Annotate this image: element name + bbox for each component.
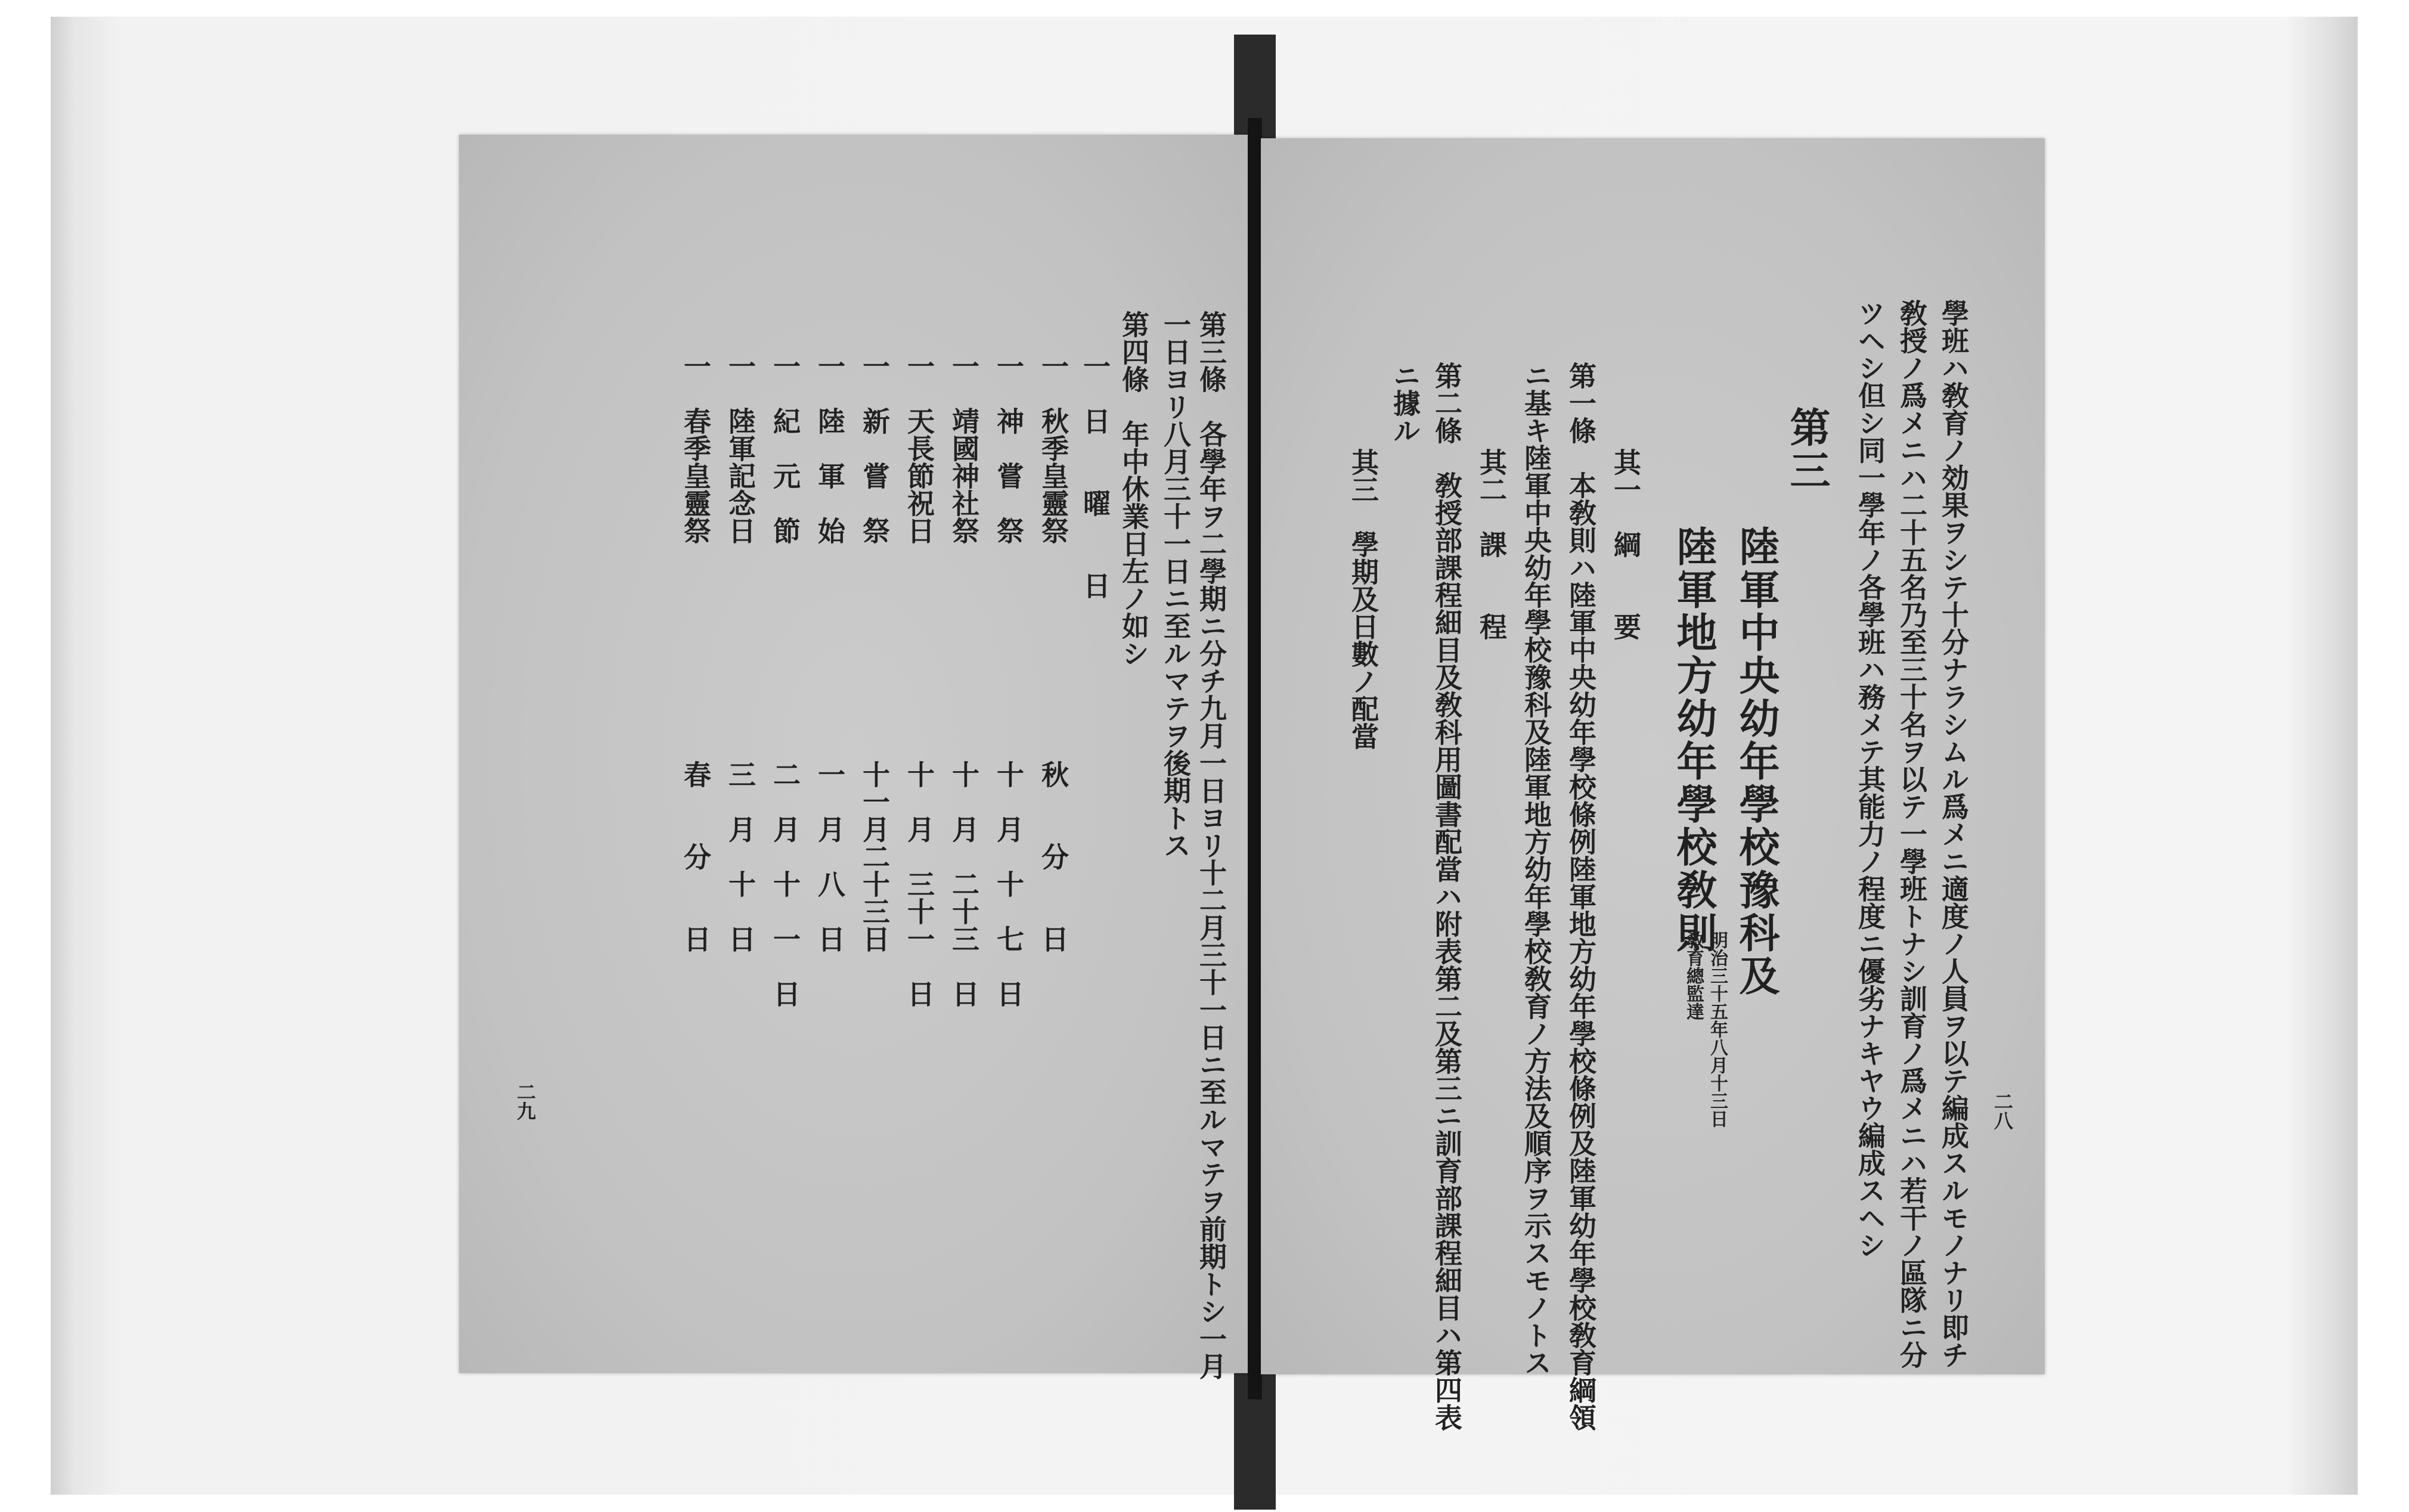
left-page	[459, 135, 1249, 1380]
body-line: 敎授ノ爲メニハ二十五名乃至三十名ヲ以テ一學班トナシ訓育ノ爲メニハ若干ノ區隊ニ分	[1896, 299, 1928, 1368]
holiday-name: 一 春季皇靈祭	[680, 352, 712, 544]
holiday-date: 三 月 十 日	[724, 760, 757, 952]
section-2: 其二 課 程	[1475, 448, 1508, 640]
article-4: 第四條 年中休業日左ノ如シ	[1118, 311, 1150, 667]
holiday-name: 一 新 嘗 祭	[858, 352, 891, 544]
article-2-line-2: ニ據ル	[1389, 362, 1421, 444]
body-line: ツヘシ但シ同一學年ノ各學班ハ務メテ其能力ノ程度ニ優劣ナキヤウ編成スヘシ	[1854, 299, 1886, 1259]
holiday-date: 秋 分 日	[1037, 760, 1069, 952]
holiday-date: 十 月 二十三 日	[948, 760, 980, 1007]
section-1: 其一 綱 要	[1610, 448, 1642, 640]
holiday-name: 一 神 嘗 祭	[993, 352, 1025, 544]
scan-background	[51, 17, 2358, 1495]
holiday-name: 一 秋季皇靈祭	[1037, 352, 1069, 544]
section-3: 其三 學期及日數ノ配當	[1347, 448, 1379, 750]
article-3-line-2: 一日ヨリ八月三十一日ニ至ルマテヲ後期トス	[1159, 311, 1192, 859]
holiday-date: 十 月 十 七 日	[993, 760, 1025, 1007]
holiday-date: 春 分 日	[680, 760, 712, 952]
holiday-date: 二 月 十 一 日	[769, 760, 801, 1007]
page-number: 二九	[514, 1082, 537, 1120]
holiday-name: 一 天長節祝日	[903, 352, 935, 544]
title-line-1: 陸軍中央幼年學校豫科及	[1732, 526, 1780, 998]
book-spine	[1248, 118, 1262, 1399]
right-page	[1261, 138, 2045, 1431]
holiday-date: 十 月 三十一 日	[903, 760, 935, 1007]
holiday-name: 一 陸 軍 始	[814, 352, 846, 544]
body-line: 學班ハ敎育ノ効果ヲシテ十分ナラシムル爲メニ適度ノ人員ヲ以テ編成スルモノナリ即チ	[1937, 299, 1970, 1368]
page-number: 二八	[1991, 1092, 2014, 1130]
holiday-name: 一 紀 元 節	[769, 352, 801, 544]
date-line: 明治三十五年八月十三日	[1707, 931, 1728, 1128]
article-1-line-2: ニ基キ陸軍中央幼年學校豫科及陸軍地方幼年學校敎育ノ方法及順序ヲ示スモノトス	[1520, 362, 1552, 1376]
holiday-date: 十一月二十三日	[858, 760, 891, 952]
issuer: 敎育總監達	[1683, 931, 1704, 1020]
title-line-2: 陸軍地方幼年學校敎則	[1670, 526, 1717, 955]
holiday-name: 一 日 曜 日	[1079, 352, 1111, 599]
chapter-label: 第三	[1783, 406, 1831, 492]
holiday-name: 一 陸軍記念日	[724, 352, 757, 544]
holiday-date: 一 月 八 日	[814, 760, 846, 952]
article-3-line-1: 第三條 各學年ヲ二學期ニ分チ九月一日ヨリ十二月三十一日ニ至ルマテヲ前期トシ一月	[1195, 311, 1227, 1380]
article-1-line-1: 第一條 本敎則ハ陸軍中央幼年學校條例陸軍地方幼年學校條例及陸軍幼年學校敎育綱領	[1565, 362, 1597, 1431]
article-2-line-1: 第二條 敎授部課程細目及敎科用圖書配當ハ附表第二及第三ニ訓育部課程細目ハ第四表	[1431, 362, 1463, 1431]
holiday-name: 一 靖國神社祭	[948, 352, 980, 544]
